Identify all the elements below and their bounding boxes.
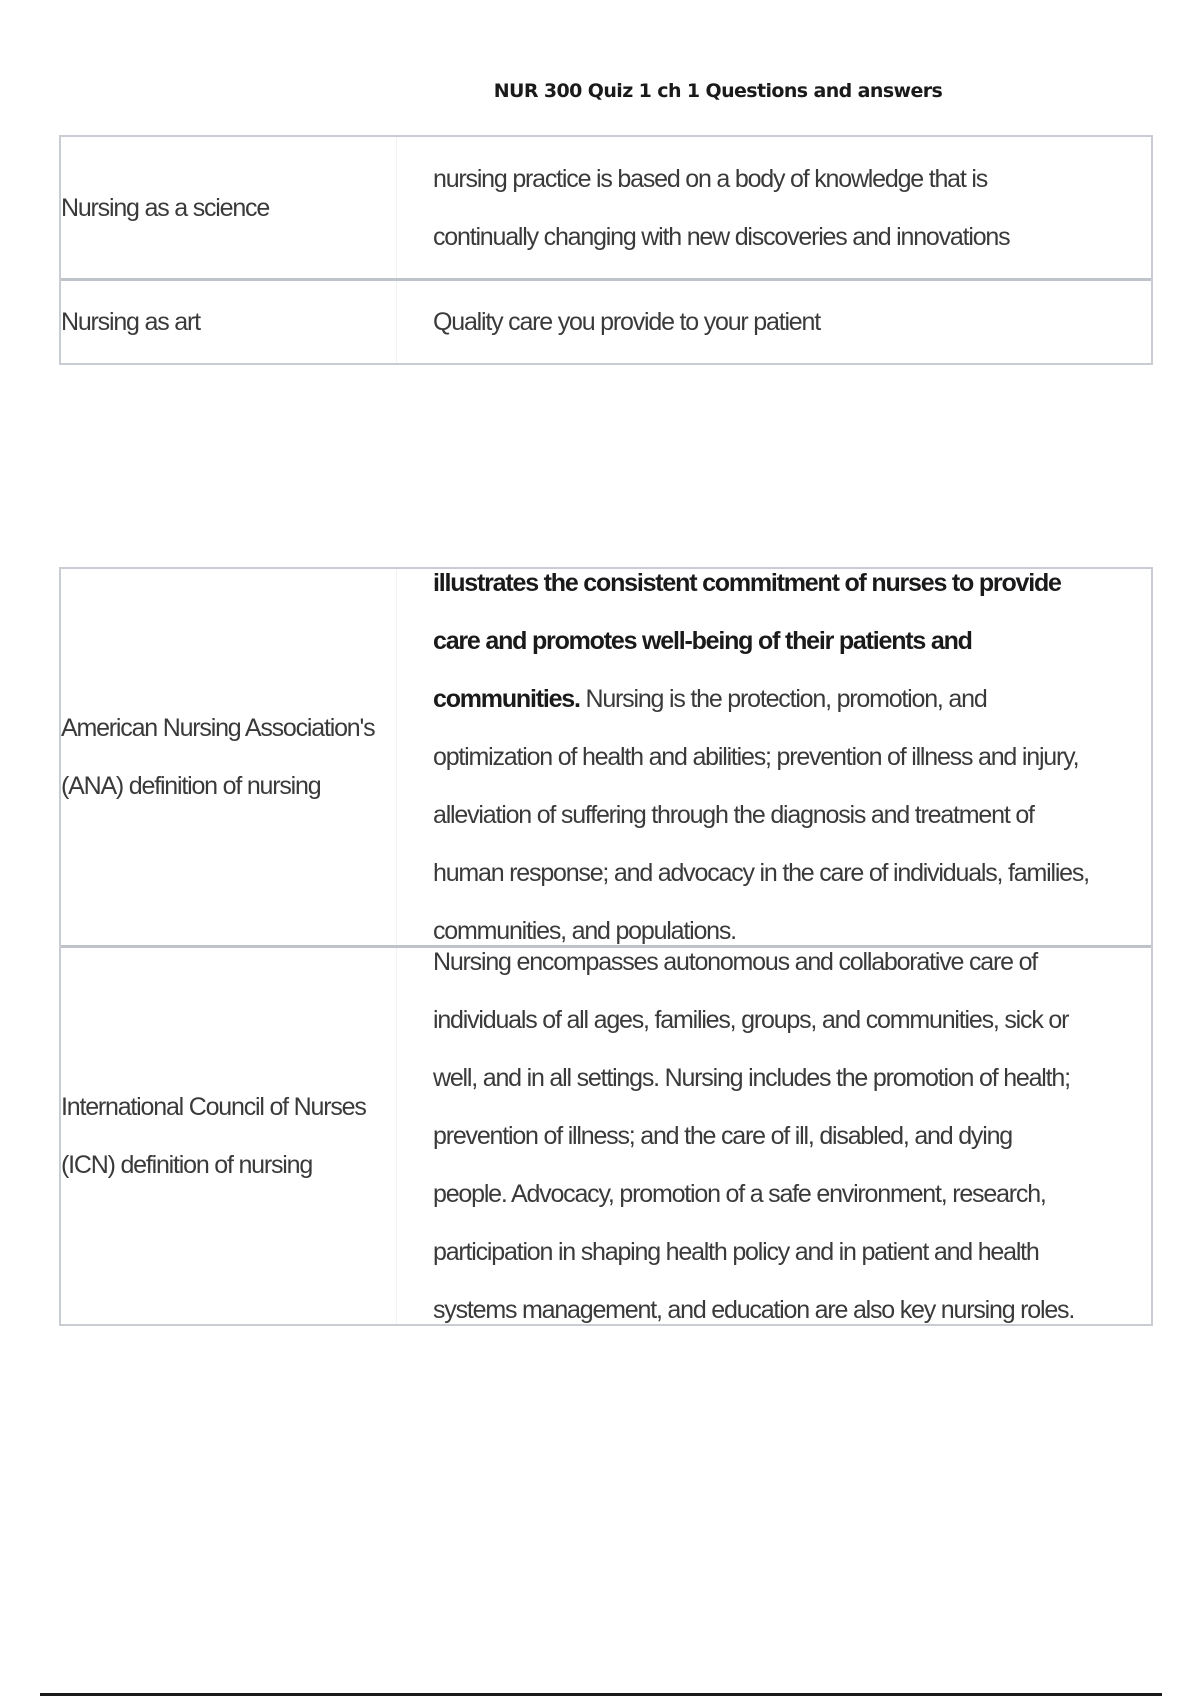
definition-cell [61, 137, 1151, 278]
table-row [61, 948, 1151, 1324]
table-row [61, 137, 1151, 281]
document-title: NUR 300 Quiz 1 ch 1 Questions and answers [493, 80, 943, 102]
definition-text: Nursing is the protection, promotion, and optimization of health and abilities; prevention of illness and injury, alleviation of suffering through the diagnosis and treatment of human response; and advocacy in the care of individuals, families, communities, and populations. [433, 685, 1089, 945]
definition-text: Nursing encompasses autonomous and collaborative care of individuals of all ages, families, groups, and communities, sick or well, and in all settings. Nursing includes the promotion of health; prevention of illness; and the care of ill, disabled, and dying people. Advocacy, promotion of a safe environment, research, participation in shaping health policy and in patient and health systems management, and education are also key nursing roles. [433, 948, 1075, 1324]
table-row [61, 569, 1151, 948]
definition-cell [61, 281, 1151, 363]
footer-divider [40, 1693, 1162, 1696]
table-row [61, 281, 1151, 363]
definition-cell [61, 569, 1151, 945]
definition-text: Quality care you provide to your patient [433, 308, 820, 336]
definition-bold-text: illustrates the consistent commitment of nurses to provide care and promotes well-being of their patients and communities. [433, 569, 1061, 713]
term-text: Nursing as art [61, 308, 200, 336]
definition-cell [61, 948, 1151, 1324]
term-text: Nursing as a science [61, 193, 270, 222]
qa-table-2 [59, 567, 1153, 1326]
term-text: American Nursing Association's (ANA) definition of nursing [61, 714, 375, 800]
definition-text: nursing practice is based on a body of knowledge that is continually changing with new discoveries and innovations [433, 164, 1010, 251]
qa-table-1 [59, 135, 1153, 365]
term-text: International Council of Nurses (ICN) definition of nursing [61, 1093, 366, 1179]
